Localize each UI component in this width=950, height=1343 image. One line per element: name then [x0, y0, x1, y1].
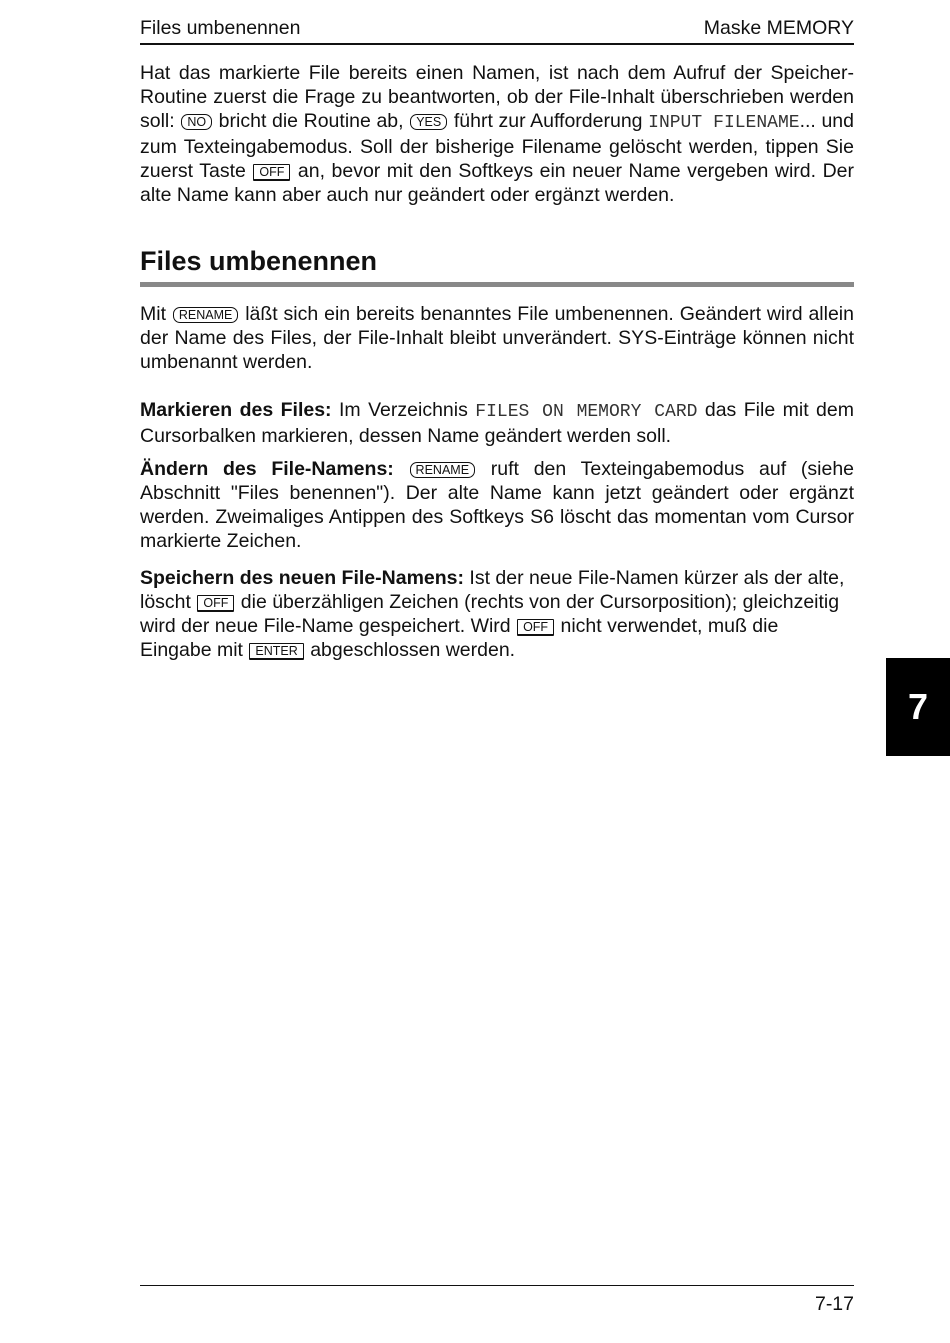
input-filename-prompt: INPUT FILENAME [648, 113, 800, 133]
off-key: OFF [197, 595, 234, 612]
rename-key: RENAME [410, 462, 475, 478]
change-name-heading: Ändern des File-Namens: [140, 458, 394, 480]
text: an, bevor mit den Softkeys ein neuer Name vergeben wird. Der alte Name kann aber auch nur geändert oder ergänzt werden. [140, 160, 854, 206]
mark-file-heading: Markieren des Files: [140, 399, 332, 421]
chapter-tab: 7 [886, 658, 950, 756]
text: Ist der neue File-Namen kürzer als der alte, löscht [140, 567, 845, 613]
change-name-paragraph [140, 457, 854, 553]
text: nicht verwendet, muß die Eingabe mit [140, 615, 779, 661]
text: bricht die Routine ab, [213, 110, 410, 132]
rename-paragraph [140, 302, 854, 374]
text: Hat das markierte File bereits einen Namen, ist nach dem Aufruf der Speicher-Routine zuerst die Frage zu beantworten, ob der File-Inhalt überschrieben werden soll: [140, 62, 854, 132]
text: das File mit dem Cursorbalken markieren, dessen Name geändert werden soll. [140, 399, 854, 447]
text: Im Verzeichnis [331, 399, 476, 421]
text: die überzähligen Zeichen (rechts von der Cursorposition); gleichzeitig wird der neue File-Name gespeichert. Wird [140, 591, 840, 637]
rename-key: RENAME [173, 307, 238, 323]
footer-rule [140, 1285, 854, 1286]
text: ruft den Texteingabemodus auf (siehe Abschnitt "Files benennen"). Der alte Name kann jetzt geändert oder ergänzt werden. Zweimaliges Antippen des Softkeys S6 löscht das momentan vom Cursor markierte Zeichen. [140, 458, 855, 552]
page-header [140, 15, 854, 45]
no-key: NO [181, 114, 212, 130]
header-chapter-title: Maske MEMORY [703, 17, 854, 39]
directory-name: FILES ON MEMORY CARD [475, 402, 698, 422]
save-name-paragraph [140, 566, 854, 662]
text: abgeschlossen werden. [304, 639, 516, 661]
enter-key: ENTER [249, 643, 303, 660]
mark-file-paragraph [140, 398, 854, 448]
yes-key: YES [410, 114, 447, 130]
section-heading: Files umbenennen [140, 244, 854, 287]
off-key: OFF [517, 619, 554, 636]
page-number: 7-17 [814, 1293, 854, 1315]
off-key: OFF [253, 164, 290, 181]
save-name-heading: Speichern des neuen File-Namens: [140, 567, 465, 589]
text: führt zur Aufforderung [448, 110, 649, 132]
header-section-title: Files umbenennen [140, 17, 301, 39]
text: läßt sich ein bereits benanntes File umbenennen. Geändert wird allein der Name des Files, der File-Inhalt bleibt unverändert. SYS-Einträge können nicht umbenannt werden. [140, 303, 854, 373]
text: Mit [140, 303, 172, 325]
intro-paragraph [140, 61, 854, 207]
text: ... und zum Texteingabemodus. Soll der bisherige Filename gelöscht werden, tippen Sie zuerst Taste [140, 110, 854, 182]
